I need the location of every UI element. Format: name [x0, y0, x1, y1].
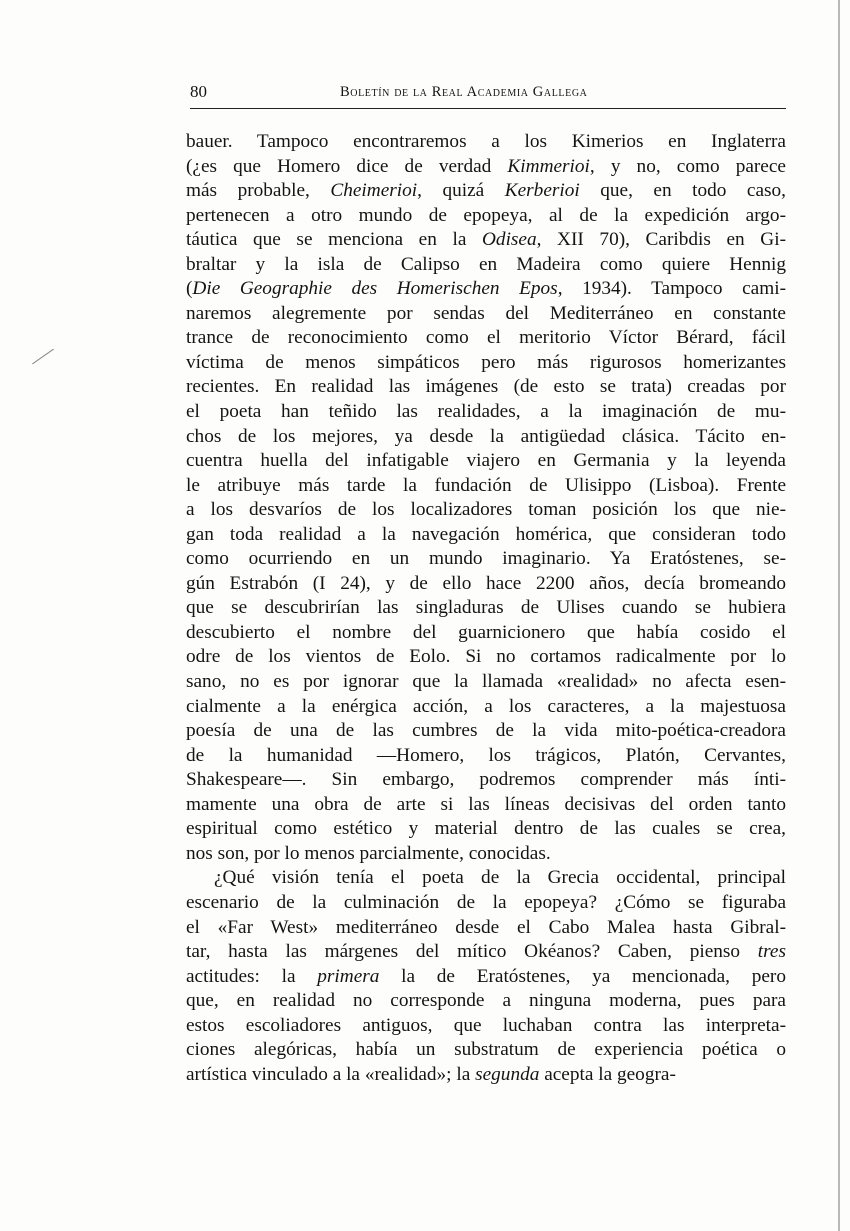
text-line	[186, 449, 786, 474]
text-run: víctima de menos simpáticos pero más rigurosos homerizantes	[186, 351, 786, 373]
text-run: (¿es que Homero dice de verdad	[186, 155, 508, 177]
text-run: gan toda realidad a la navegación homérica, que consideran todo	[186, 523, 786, 545]
text-run: más probable,	[186, 180, 331, 202]
text-line	[186, 204, 786, 229]
page-header	[190, 82, 786, 109]
text-run: ¿Qué visión tenía el poeta de la Grecia occidental, principal	[214, 867, 786, 889]
italic-text: tres	[757, 941, 786, 963]
text-line	[186, 891, 786, 916]
text-run: descubierto el nombre del guarnicionero que había cosido el	[186, 621, 786, 643]
text-line	[186, 989, 786, 1014]
text-run: , quizá	[417, 180, 505, 202]
text-run: el «Far West» mediterráneo desde el Cabo Malea hasta Gibral-	[186, 916, 786, 938]
text-line	[186, 179, 786, 204]
text-run: (	[186, 278, 193, 300]
italic-text: Die Geographie des Homerischen Epos	[192, 278, 558, 300]
text-run: acepta la geogra-	[539, 1063, 676, 1085]
text-line	[186, 498, 786, 523]
text-run: , y no, como parece	[589, 155, 786, 177]
paragraph	[186, 130, 786, 866]
text-line	[186, 375, 786, 400]
text-run: naremos alegremente por sendas del Mediterráneo en constante	[186, 302, 786, 324]
page-number: 80	[190, 82, 207, 101]
text-line	[186, 400, 786, 425]
text-line	[186, 645, 786, 670]
text-run: cuentra huella del infatigable viajero en Germania y la leyenda	[186, 450, 786, 472]
text-run: táutica que se menciona en la	[186, 229, 482, 251]
text-run: de la humanidad —Homero, los trágicos, Platón, Cervantes,	[186, 744, 786, 766]
text-run: estos escoliadores antiguos, que luchaban contra las interpreta-	[186, 1014, 786, 1036]
text-line	[186, 1014, 786, 1039]
text-line	[186, 253, 786, 278]
text-line	[186, 768, 786, 793]
text-run: odre de los vientos de Eolo. Si no cortamos radicalmente por lo	[186, 646, 786, 668]
text-line	[186, 817, 786, 842]
text-run: que se descubrirían las singladuras de Ulises cuando se hubiera	[186, 597, 786, 619]
text-line	[186, 474, 786, 499]
text-line	[186, 695, 786, 720]
text-run: recientes. En realidad las imágenes (de esto se trata) creadas por	[186, 376, 786, 398]
text-line	[186, 572, 786, 597]
paragraph	[186, 866, 786, 1087]
italic-text: primera	[317, 965, 380, 987]
text-run: braltar y la isla de Calipso en Madeira como quiere Hennig	[186, 253, 786, 275]
text-run: artística vinculado a la «realidad»; la	[186, 1063, 476, 1085]
text-run: le atribuye más tarde la fundación de Ulisippo (Lisboa). Frente	[186, 474, 786, 496]
text-line	[186, 916, 786, 941]
text-line	[186, 940, 786, 965]
text-line	[186, 1063, 786, 1088]
text-line	[186, 744, 786, 769]
text-line	[186, 842, 786, 867]
text-run: como ocurriendo en un mundo imaginario. Ya Eratóstenes, se-	[186, 548, 786, 570]
text-run: que, en todo caso,	[579, 180, 786, 202]
text-line	[186, 523, 786, 548]
text-line	[186, 326, 786, 351]
text-run: pertenecen a otro mundo de epopeya, al de la expedición argo-	[186, 204, 786, 226]
text-line	[186, 965, 786, 990]
text-run: mamente una obra de arte si las líneas decisivas del orden tanto	[186, 793, 786, 815]
text-run: sano, no es por ignorar que la llamada «realidad» no afecta esen-	[186, 671, 786, 693]
text-line	[186, 719, 786, 744]
text-run: nos son, por lo menos parcialmente, conocidas.	[186, 842, 551, 864]
stray-mark	[32, 349, 54, 365]
italic-text: Odisea	[482, 229, 537, 251]
text-line	[186, 228, 786, 253]
text-run: , 1934). Tampoco cami-	[557, 278, 786, 300]
text-run: a los desvaríos de los localizadores toman posición los que nie-	[186, 499, 786, 521]
italic-text: Cheimerioi	[330, 180, 418, 202]
text-run: espiritual como estético y material dentro de las cuales se crea,	[186, 818, 786, 840]
text-run: bauer. Tampoco encontraremos a los Kimerios en Inglaterra	[186, 131, 786, 152]
text-run: gún Estrabón (I 24), y de ello hace 2200 años, decía bromeando	[186, 572, 786, 594]
italic-text: segunda	[475, 1063, 540, 1085]
text-line	[186, 547, 786, 572]
scan-edge	[838, 0, 840, 1231]
text-line	[186, 793, 786, 818]
text-line	[186, 302, 786, 327]
text-run: escenario de la culminación de la epopeya? ¿Cómo se figuraba	[186, 891, 786, 913]
text-line	[186, 277, 786, 302]
text-run: actitudes: la	[186, 965, 318, 987]
text-run: cialmente a la enérgica acción, a los caracteres, a la majestuosa	[186, 695, 786, 717]
text-run: , XII 70), Caribdis en Gi-	[536, 229, 786, 251]
text-line	[186, 130, 786, 155]
text-run: el poeta han teñido las realidades, a la imaginación de mu-	[186, 401, 786, 423]
text-run: tar, hasta las márgenes del mítico Okéanos? Caben, pienso	[186, 941, 758, 963]
text-run: ciones alegóricas, había un substratum de experiencia poética o	[186, 1039, 786, 1061]
text-line	[186, 596, 786, 621]
text-line	[186, 866, 786, 891]
text-run: Shakespeare—. Sin embargo, podremos comprender más ínti-	[186, 769, 786, 791]
text-line	[186, 155, 786, 180]
italic-text: Kimmerioi	[507, 155, 590, 177]
text-line	[186, 621, 786, 646]
text-run: poesía de una de las cumbres de la vida mito-poética-creadora	[186, 720, 786, 742]
text-run: chos de los mejores, ya desde la antigüedad clásica. Tácito en-	[186, 425, 786, 447]
running-head: Boletín de la Real Academia Gallega	[340, 84, 588, 100]
text-line	[186, 1038, 786, 1063]
text-run: trance de reconocimiento como el meritorio Víctor Bérard, fácil	[186, 327, 786, 349]
text-run: que, en realidad no corresponde a ninguna moderna, pues para	[186, 990, 786, 1012]
body-text	[186, 130, 786, 1087]
text-run: la de Eratóstenes, ya mencionada, pero	[379, 965, 786, 987]
italic-text: Kerberioi	[504, 180, 580, 202]
text-line	[186, 351, 786, 376]
text-line	[186, 425, 786, 450]
text-line	[186, 670, 786, 695]
